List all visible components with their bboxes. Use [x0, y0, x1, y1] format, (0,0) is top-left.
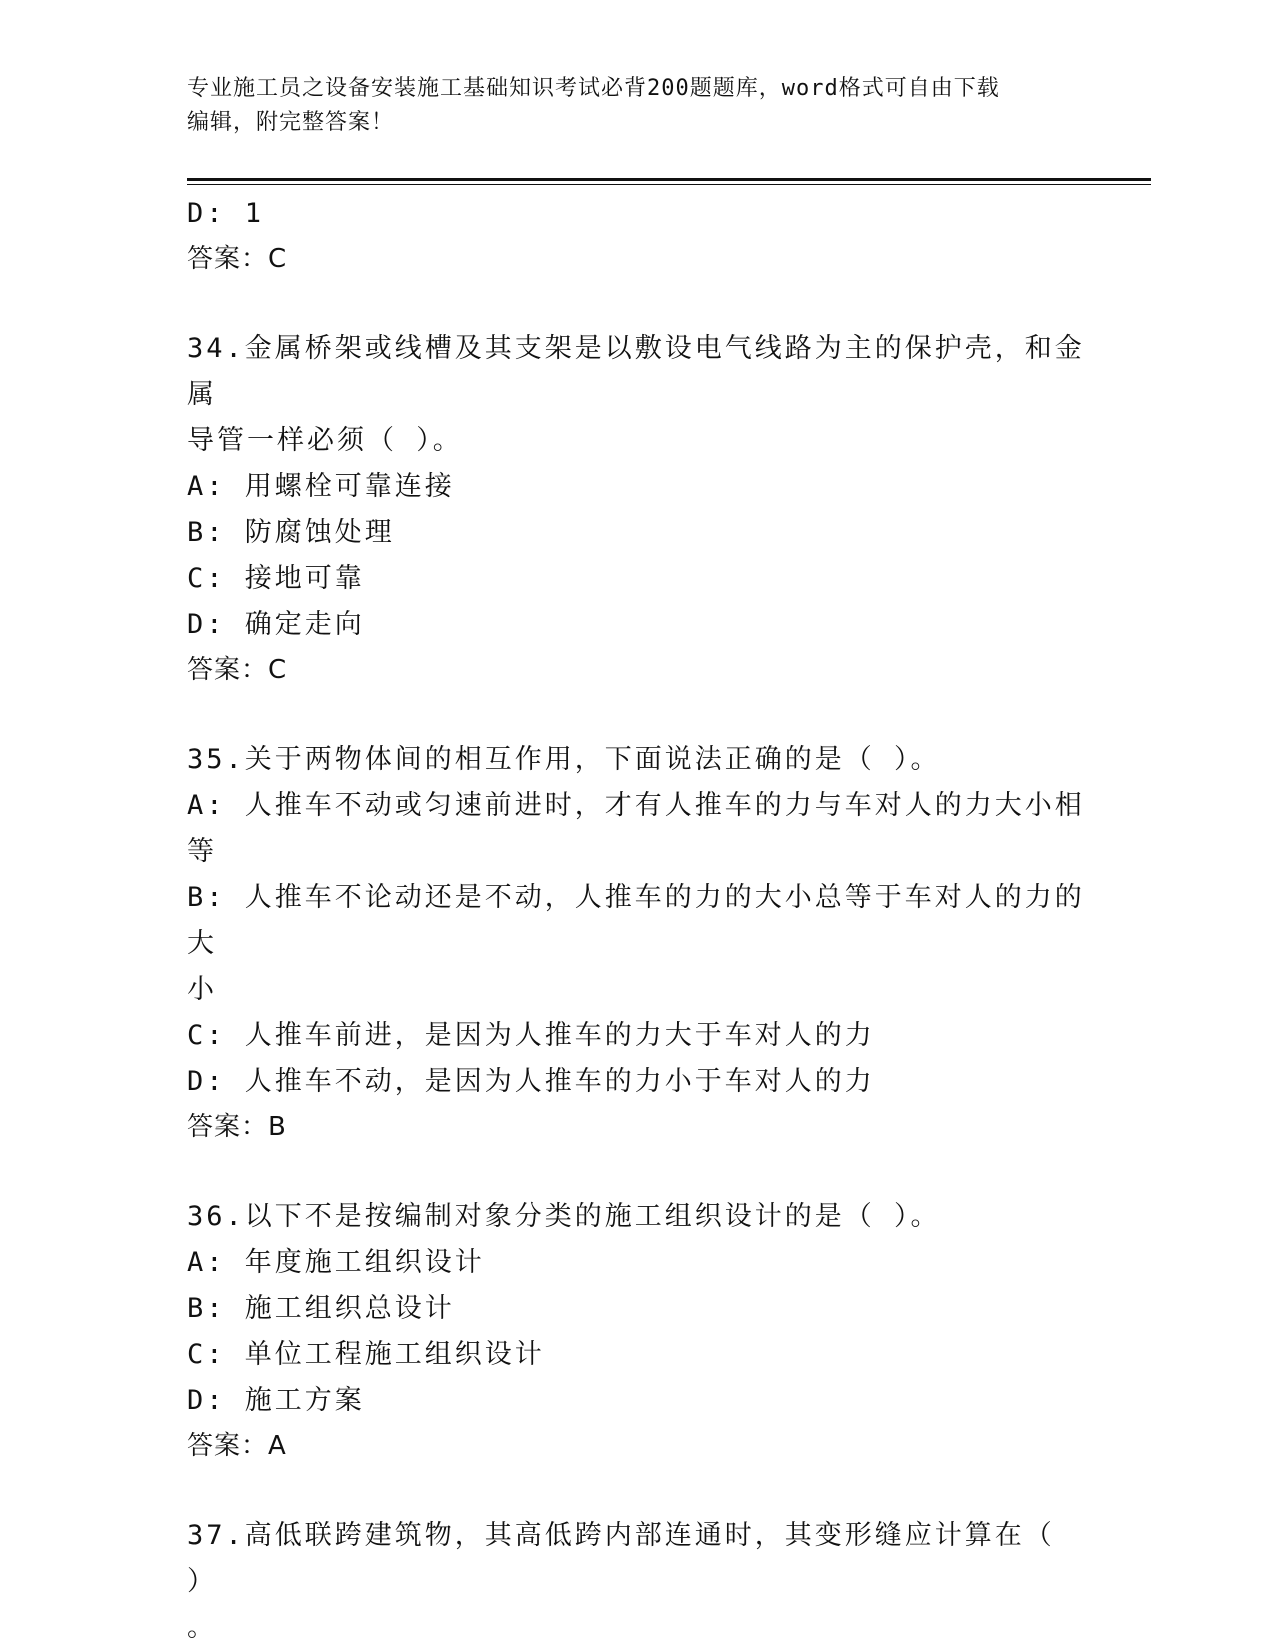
document-body — [187, 191, 1087, 1651]
question-stem: 35.关于两物体间的相互作用，下面说法正确的是（ ）。 — [187, 744, 941, 775]
question-stem: 36.以下不是按编制对象分类的施工组织设计的是（ ）。 — [187, 1201, 941, 1232]
option-c: C: 人推车前进，是因为人推车的力大于车对人的力 — [187, 1020, 875, 1051]
option-c: C: 接地可靠 — [187, 563, 365, 594]
option-d: D: 1 — [187, 198, 265, 229]
question-34 — [187, 326, 1087, 692]
document-header — [187, 72, 1087, 140]
option-c: C: 单位工程施工组织设计 — [187, 1339, 545, 1370]
option-b: B: 施工组织总设计 — [187, 1293, 455, 1324]
question-36 — [187, 1194, 1087, 1468]
option-a: A: 年度施工组织设计 — [187, 1247, 485, 1278]
answer-label: 答案：C — [187, 244, 288, 274]
option-d: D: 确定走向 — [187, 609, 365, 640]
question-stem: 34.金属桥架或线槽及其支架是以敷设电气线路为主的保护壳，和金属 — [187, 333, 1085, 410]
option-a: A: 用螺栓可靠连接 — [187, 471, 455, 502]
answer-label: 答案：C — [187, 655, 288, 685]
option-d: D: 人推车不动，是因为人推车的力小于车对人的力 — [187, 1066, 875, 1097]
question-33-tail — [187, 191, 1087, 281]
header-rule-thick — [187, 178, 1151, 181]
header-title-line2: 编辑，附完整答案！ — [187, 110, 395, 135]
option-d: D: 施工方案 — [187, 1385, 365, 1416]
question-stem-cont: 导管一样必须（ ）。 — [187, 425, 463, 456]
option-a: A: 人推车不动或匀速前进时，才有人推车的力与车对人的力大小相等 — [187, 790, 1085, 867]
header-rule-thin — [187, 184, 1151, 185]
answer-label: 答案：A — [187, 1431, 287, 1461]
answer-label: 答案：B — [187, 1112, 287, 1142]
option-b-cont: 小 — [187, 974, 217, 1005]
question-stem-cont: 。 — [187, 1612, 217, 1643]
header-title-line1: 专业施工员之设备安装施工基础知识考试必背200题题库，word格式可自由下载 — [187, 76, 1000, 101]
question-35 — [187, 737, 1087, 1149]
option-b: B: 防腐蚀处理 — [187, 517, 395, 548]
question-stem: 37.高低联跨建筑物，其高低跨内部连通时，其变形缝应计算在（ ） — [187, 1520, 1075, 1597]
option-b: B: 人推车不论动还是不动，人推车的力的大小总等于车对人的力的大 — [187, 882, 1085, 959]
question-37 — [187, 1513, 1087, 1651]
